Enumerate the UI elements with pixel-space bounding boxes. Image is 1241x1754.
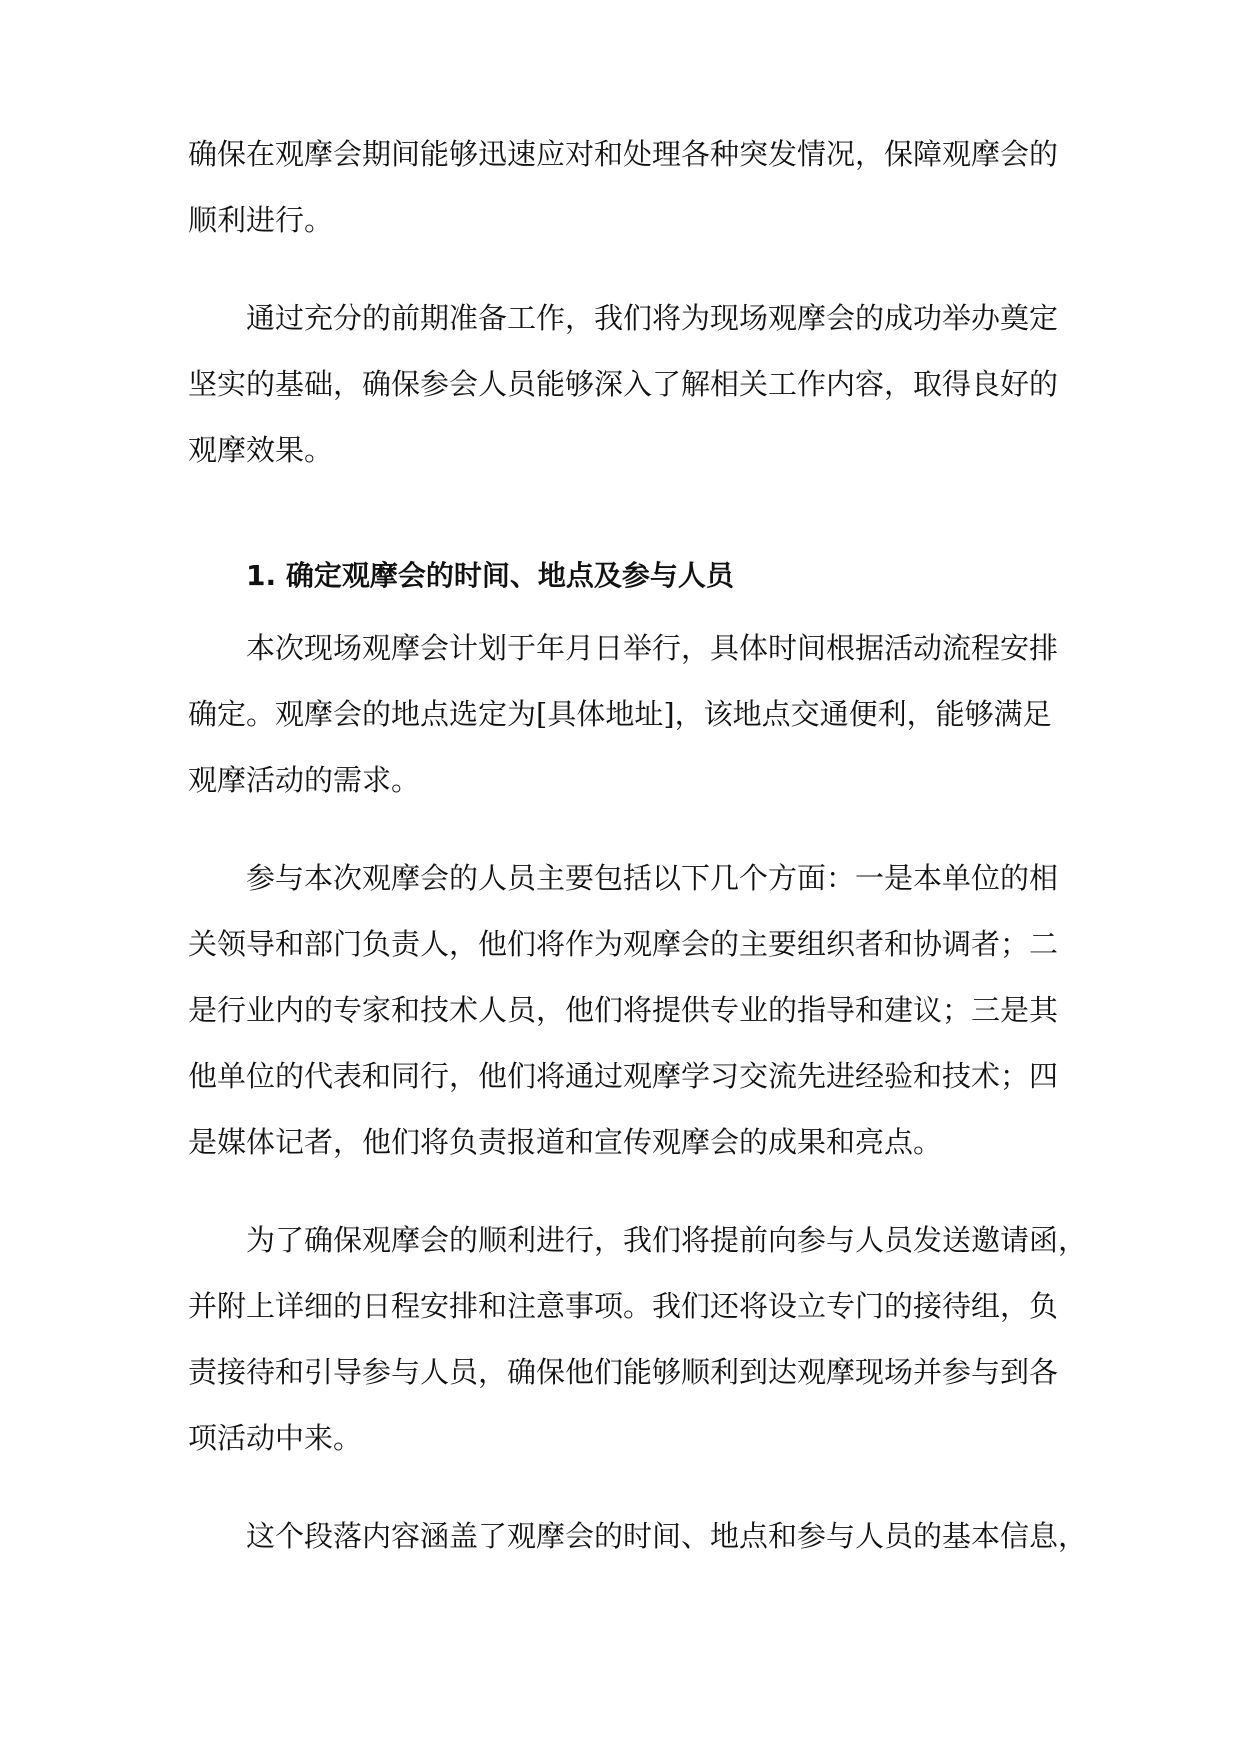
body-line: 并附上详细的日程安排和注意事项。我们还将设立专门的接待组，负 [188, 1289, 1059, 1323]
paragraph-first-line: 为了确保观摩会的顺利进行，我们将提前向参与人员发送邀请函， [246, 1223, 1088, 1257]
body-line: 项活动中来。 [188, 1421, 363, 1455]
body-line: 他单位的代表和同行，他们将通过观摩学习交流先进经验和技术；四 [188, 1059, 1059, 1093]
paragraph-first-line: 参与本次观摩会的人员主要包括以下几个方面：一是本单位的相 [246, 861, 1059, 895]
body-line: 确保在观摩会期间能够迅速应对和处理各种突发情况，保障观摩会的 [188, 137, 1059, 171]
body-line: 确定。观摩会的地点选定为[具体地址]，该地点交通便利，能够满足 [188, 697, 1052, 731]
paragraph-first-line: 通过充分的前期准备工作，我们将为现场观摩会的成功举办奠定 [246, 301, 1059, 335]
body-line: 顺利进行。 [188, 203, 334, 237]
body-line: 是媒体记者，他们将负责报道和宣传观摩会的成果和亮点。 [188, 1125, 943, 1159]
body-line: 责接待和引导参与人员，确保他们能够顺利到达观摩现场并参与到各 [188, 1355, 1059, 1389]
body-line: 观摩效果。 [188, 433, 334, 467]
body-line: 观摩活动的需求。 [188, 763, 421, 797]
body-line: 坚实的基础，确保参会人员能够深入了解相关工作内容，取得良好的 [188, 367, 1059, 401]
paragraph-first-line: 本次现场观摩会计划于年月日举行，具体时间根据活动流程安排 [246, 631, 1059, 665]
paragraph-first-line: 这个段落内容涵盖了观摩会的时间、地点和参与人员的基本信息， [246, 1519, 1088, 1553]
body-line: 关领导和部门负责人，他们将作为观摩会的主要组织者和协调者；二 [188, 927, 1059, 961]
section-heading: 1. 确定观摩会的时间、地点及参与人员 [246, 559, 734, 592]
body-line: 是行业内的专家和技术人员，他们将提供专业的指导和建议；三是其 [188, 993, 1059, 1027]
